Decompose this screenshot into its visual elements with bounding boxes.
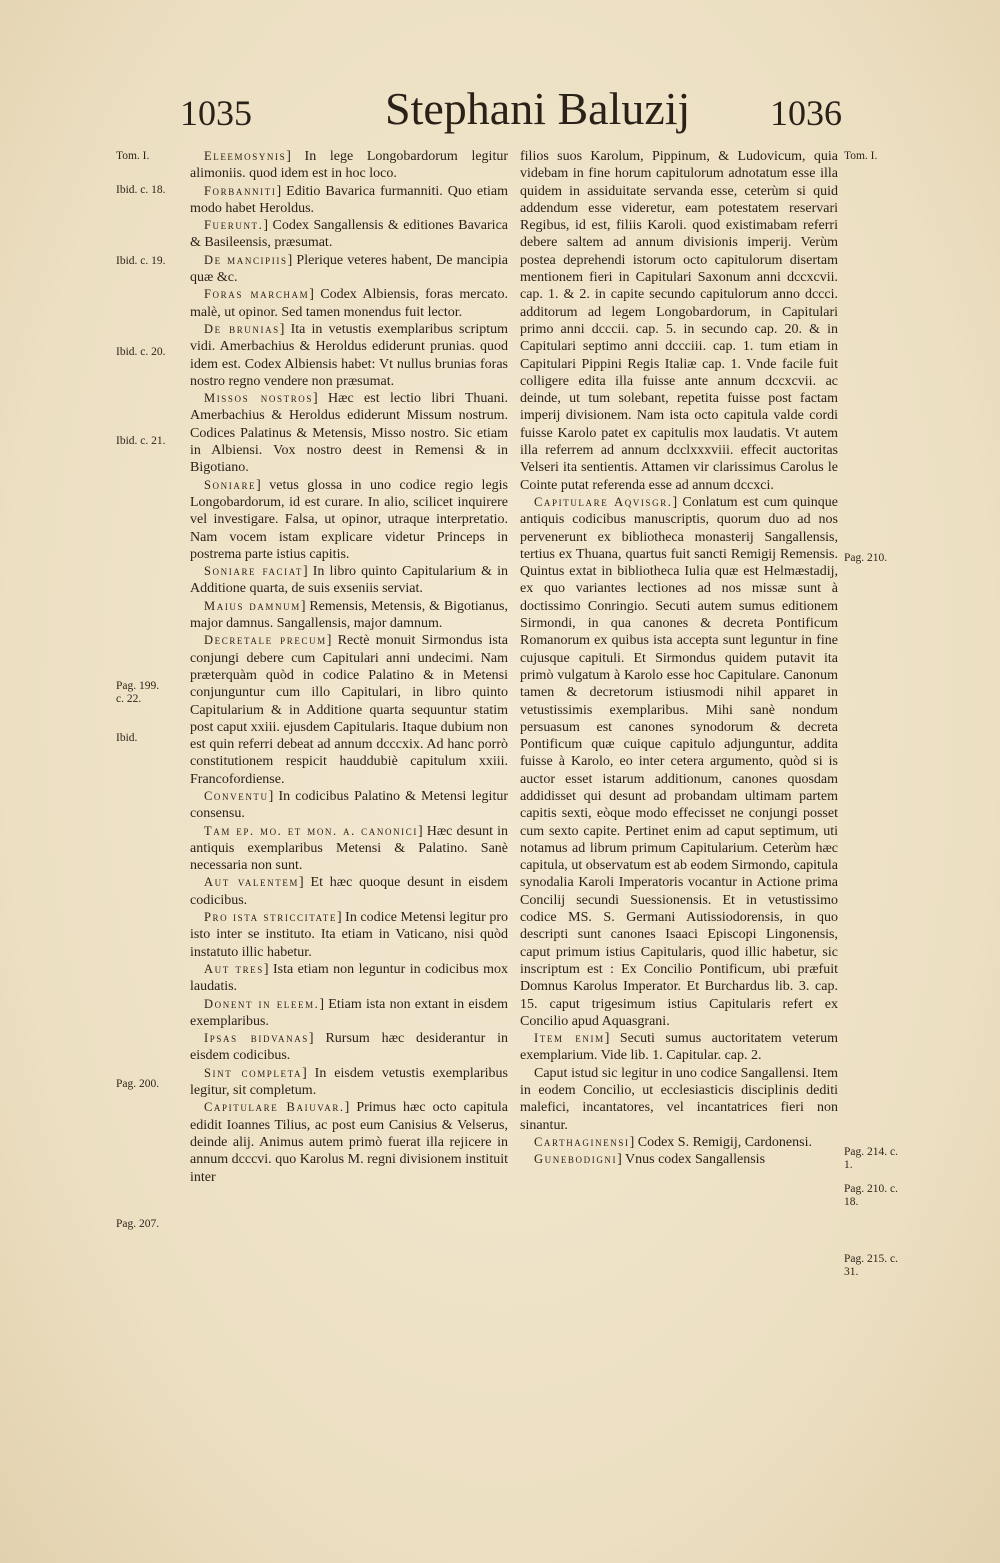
lemma: Donent in eleem.: [204, 996, 320, 1011]
lemma: Aut valentem: [204, 875, 300, 890]
annotation-entry: [520, 1134, 838, 1151]
margin-note-right: Pag. 210. c. 18.: [844, 1183, 898, 1208]
entry-text: ] In eisdem vetustis exemplaribus legitur, sit completum.: [190, 1065, 508, 1099]
lemma: Capitulare Aqvisgr.: [534, 494, 673, 509]
lemma: Eleemosynis: [204, 149, 287, 163]
entry-text: ] Conlatum est cum quinque antiquis codicibus manuscriptis, quorum duo ad nos pervenerunt ex bibliotheca monasterij Sangallensis, tertius ex Thuana, quartus fuit sancti Remigij Remensis. Quintus extat in bibliotheca Iulia quæ est Helmæstadij, ex quo variantes lectiones ad nos missæ sunt à doctissimo Conringio. Secuti autem sumus editionem Sirmondi, in qua canones & decreta Pontificum Romanorum ex quibus ista accepta sunt leguntur in fine cujusque capituli. Et Sirmondus quidem putavit ita primò vulgatum à Karolo esse hoc Capitulare. Canonum tamen & decretorum istiusmodi nihil apparet in vetustissimis exemplaribus. Mihi sanè nondum persuasum est canones synodorum & decreta Pontificum quæ cuique capitulo adjunguntur, addita fuisse à Karolo, eo inter cetera argumento, quòd si is auctor esset istarum additionum, canones quosdam addidisset qui desunt ad probandam ultimam partem capitis sexti, eòque modo effecisset ne conjungi posset cum sexto capite. Pertinet enim ad caput septimum, uti notamus ad librum primum Capitularium. Ceterùm hæc capitula, ut observatum est ab eodem Sirmondo, capitula synodalia Karoli Imperatoris vocantur in Actione prima Concilij secundi Suessionensis. Et in vetustissimo codice MS. S. Germani Autissiodorensis, in quo descripti sunt canones Isaaci Episcopi Lingonensis, caput primum istius Capitularis, quod illic habetur, sic inscriptum est : Ex Concilio Pontificum, ubi præfuit Domnus Karolus Imperator. Et Burchardus lib. 3. cap. 15. caput trigesimum istius Capitularis refert ex Concilio apud Aquasgrani.: [520, 494, 838, 1029]
annotation-entry: [520, 1030, 838, 1065]
entry-text: ] In codicibus Palatino & Metensi legitur consensu.: [190, 788, 508, 822]
entry-text: ] In lege Longobardorum legitur alimoniis. quod idem est in hoc loco.: [190, 149, 508, 182]
lemma: Missos nostros: [204, 391, 314, 406]
annotation-entry: [190, 477, 508, 563]
entry-text: ] Rectè monuit Sirmondus ista conjungi debere cum Capitulari anni undecimi. Nam præterquàm quòd in codice Palatino & in Metensi conjunguntur cum illo Capitulari, in libro quinto Capitularium & in Additione quarta sequuntur statim post caput xxiii. ejusdem Capitularis. Itaque dubium non est quin referri debeat ad annum dcccxix. Ad hanc porrò constitutionem respicit hauddubiè capitulum xxiii. Francofordiense.: [190, 633, 508, 787]
margin-note-left: Ibid. c. 18.: [116, 184, 166, 196]
entry-text: ] In libro quinto Capitularium & in Additione quarta, de suis exseniis serviat.: [190, 564, 508, 597]
entry-text: ] Editio Bavarica furmanniti. Quo etiam modo habet Heroldus.: [190, 183, 508, 216]
lemma: Carthaginensi: [534, 1134, 630, 1149]
lemma: Foras marcham: [204, 287, 310, 302]
lemma: Pro ista striccitate: [204, 910, 337, 925]
entry-text: ] Etiam ista non extant in eisdem exemplaribus.: [190, 996, 508, 1029]
margin-note-left: Ibid. c. 19.: [116, 255, 166, 267]
lemma: Capitulare Baiuvar.: [204, 1100, 345, 1115]
lemma: Gunebodigni: [534, 1152, 618, 1167]
lemma: Aut tres: [204, 961, 264, 976]
lemma: Decretale precum: [204, 633, 327, 648]
annotation-entry: [190, 874, 508, 909]
annotation-entry: [190, 286, 508, 321]
annotation-entry: [190, 961, 508, 996]
lemma: Item enim: [534, 1031, 605, 1046]
lemma: Forbanniti: [204, 183, 277, 198]
entry-text: ] Hæc est lectio libri Thuani. Amerbachius & Heroldus ediderunt Missum nostrum. Codices Palatinus & Metensis, Misso nostro. Sic etiam in Albiensi. Vox nostro deest in Remensi & in Bigotiano.: [190, 391, 508, 476]
annotation-entry: [520, 1065, 838, 1134]
margin-note-right: Pag. 215. c. 31.: [844, 1253, 898, 1278]
entry-text: ] Ita in vetustis exemplaribus scriptum vidi. Amerbachius & Heroldus ediderunt prunias. quod idem est. Codex Albiensis habet: Vt nullus brunias foras nostro regno vendere non præsumat.: [190, 321, 508, 389]
margin-note-right: Pag. 214. c. 1.: [844, 1146, 898, 1171]
annotation-entry: [520, 148, 838, 494]
entry-text: ] Codex Sangallensis & editiones Bavarica & Basileensis, præsumat.: [190, 218, 508, 251]
margin-note-right: Tom. I.: [844, 150, 878, 162]
margin-note-left: Pag. 207.: [116, 1218, 160, 1230]
entry-text: ] Hæc desunt in antiquis exemplaribus Metensi & Palatino. Sanè necessaria non sunt.: [190, 823, 508, 874]
lemma: Maius damnum: [204, 598, 301, 613]
margin-note-left: Ibid. c. 21.: [116, 435, 166, 447]
entry-text: ] Vnus codex Sangallensis: [617, 1152, 766, 1168]
annotation-entry: [190, 909, 508, 961]
lemma: Fuerunt.: [204, 218, 264, 233]
entry-text: ] Secuti sumus auctoritatem veterum exemplarium. Vide lib. 1. Capitular. cap. 2.: [520, 1031, 839, 1064]
annotation-entry: [190, 321, 508, 390]
running-header: [0, 82, 1000, 152]
entry-text: ] Codex Albiensis, foras mercato. malè, ut opinor. Sed tamen monendus fuit lector.: [190, 287, 508, 320]
page-number-right: 1036: [770, 93, 842, 133]
running-title: Stephani Baluzij: [385, 83, 691, 134]
lemma: De brunias: [204, 321, 280, 336]
annotation-entry: [190, 632, 508, 788]
annotation-entry: [190, 183, 508, 218]
annotation-entry: [190, 252, 508, 287]
lemma: Sint completa: [204, 1065, 303, 1080]
annotation-entry: [190, 217, 508, 252]
text-column-left: [190, 148, 508, 1186]
annotation-entry: [190, 1099, 508, 1185]
lemma: Ipsas bidvanas: [204, 1031, 309, 1046]
lemma: Conventu: [204, 788, 269, 803]
entry-text: filios suos Karolum, Pippinum, & Ludovicum, quia videbam in fine horum capitulorum adnotatum esse illa quidem in assiduitate servanda esse, ceterùm si quid addendum esse videretur, eam potestatem reservari Regibus, id est, filiis Karoli. quod existimabam referri debere saltem ad annum divisionis imperij. Verùm postea deprehendi istorum octo capitulorum disertam mentionem fieri in Capitulari Saxonum anni dccxcvii. cap. 1. & 2. in capite secundo capitulorum anno dccci. additorum ad legem Longobardorum, in Capitulari primo anni dcccii. cap. 5. in secundo cap. 20. & in Capitulari septimo anni dccciii. cap. 1. tum etiam in Capitulari Pippini Regis Italiæ cap. 1. Vnde facile fuit colligere edita illa fuisse ante annum dccxcvii. ac deinde, ut tum solebant, repetita fuisse post factam imperij divisionem. Nam ista octo capitula valde cordi fuisse Karolo patet ex capitulis mox laudatis. Vt autem illa referrem ad annum dcclxxxviii. effecit auctoritas Velseri ita sentientis. Attamen vir clarissimus Carolus le Cointe putat referenda esse ad annum dccxci.: [520, 149, 838, 493]
entry-text: Caput istud sic legitur in uno codice Sangallensi. Item in eodem Concilio, ut ecclesiasticis disciplinis dediti malefici, incantatores, vel incantatrices fieri non sinantur.: [520, 1065, 838, 1133]
entry-text: ] Ista etiam non leguntur in codicibus mox laudatis.: [190, 961, 509, 995]
annotation-entry: [520, 494, 838, 1030]
annotation-entry: [190, 996, 508, 1031]
annotation-entry: [520, 1151, 838, 1168]
lemma: Soniare faciat: [204, 564, 303, 579]
margin-note-left: Ibid.: [116, 732, 138, 744]
annotation-entry: [190, 598, 508, 633]
margin-note-left: Pag. 199. c. 22.: [116, 680, 160, 705]
page-number-left: 1035: [180, 93, 252, 133]
annotation-entry: [190, 390, 508, 476]
entry-text: ] In codice Metensi legitur pro isto inter se instituto. Ita etiam in Vaticano, nisi quòd instatuto illic habetur.: [190, 910, 509, 960]
entry-text: ] Codex S. Remigij, Cardonensi.: [629, 1134, 812, 1150]
annotation-entry: [190, 788, 508, 823]
entry-text: ] vetus glossa in uno codice regio legis Longobardorum, id est curare. In alio, scilicet inquirere vel investigare. Falsa, ut opinor, utraque interpretatio. Nam vocem istam explicare videtur Princeps in postrema parte istius capitis.: [190, 477, 508, 562]
margin-note-left: Ibid. c. 20.: [116, 346, 166, 358]
entry-text: ] Rursum hæc desiderantur in eisdem codicibus.: [190, 1031, 509, 1064]
text-column-right: [520, 148, 838, 1169]
lemma: Tam ep. mo. et mon. a. canonici: [204, 823, 418, 838]
annotation-entry: [190, 563, 508, 598]
annotation-entry: [190, 148, 508, 183]
entry-text: ] Remensis, Metensis, & Bigotianus, major damnus. Sangallensis, major damnum.: [190, 598, 508, 632]
entry-text: ] Primus hæc octo capitula edidit Ioannes Tilius, ac post eum Canisius & Velserus, deinde alij. Animus autem primò fuerat illa rejicere in annum dcccvi. quo Karolus M. regni divisionem instituit inter: [190, 1100, 508, 1185]
lemma: De mancipiis: [204, 252, 288, 267]
lemma: Soniare: [204, 477, 257, 492]
annotation-entry: [190, 1065, 508, 1100]
entry-text: ] Et hæc quoque desunt in eisdem codicibus.: [190, 875, 508, 908]
annotation-entry: [190, 1030, 508, 1065]
margin-note-right: Pag. 210.: [844, 552, 888, 564]
margin-note-left: Pag. 200.: [116, 1078, 160, 1090]
margin-note-left: Tom. I.: [116, 150, 150, 162]
annotation-entry: [190, 823, 508, 875]
entry-text: ] Plerique veteres habent, De mancipia quæ &c.: [190, 252, 508, 286]
